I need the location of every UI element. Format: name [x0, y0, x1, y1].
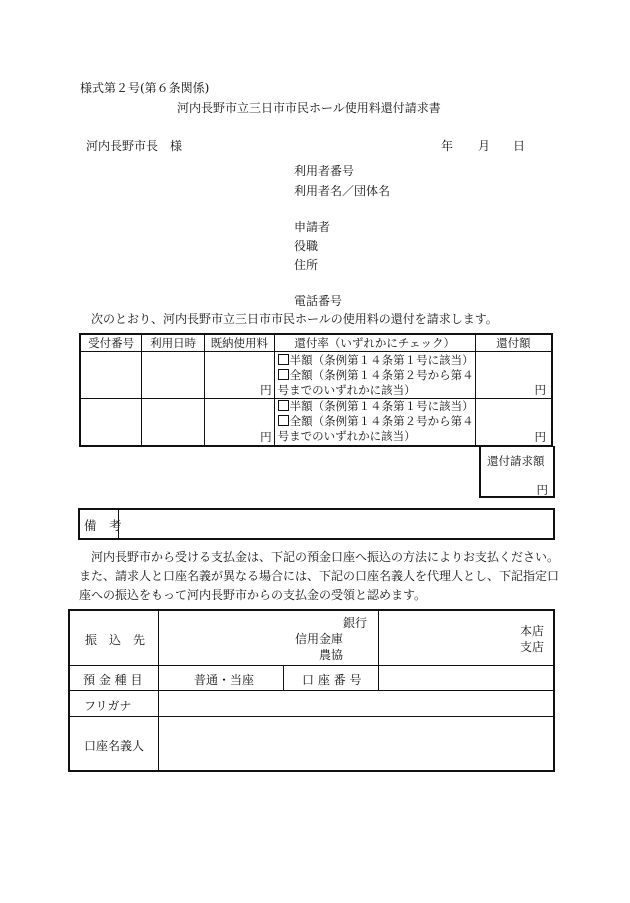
user-number-label: 利用者番号 — [294, 164, 355, 178]
yen-unit: 円 — [260, 429, 272, 444]
refund-amount-cell[interactable] — [475, 399, 552, 446]
remarks-label: 備 考 — [84, 518, 122, 533]
option-full-label: 全額（条例第１４条第２号から第４ — [289, 367, 474, 382]
payment-text-line-1: 河内長野市から受ける支払金は、下記の預金口座へ振込の方法によりお支払ください。 — [91, 550, 560, 564]
refund-rate-cell — [274, 399, 475, 446]
date-year: 年 — [441, 139, 454, 153]
position-label: 役職 — [294, 239, 319, 253]
usage-date-cell[interactable] — [142, 352, 205, 399]
checkbox-full[interactable] — [278, 415, 289, 426]
option-half-label: 半額（条例第１４条第１号に該当） — [289, 399, 474, 414]
account-number-label: 口 座 番 号 — [302, 673, 362, 687]
date-day: 日 — [513, 139, 526, 153]
branch-option: 支店 — [520, 640, 545, 654]
document-title: 河内長野市立三日市市民ホール使用料還付請求書 — [177, 101, 441, 115]
receipt-number-cell[interactable] — [80, 399, 142, 446]
header-usage-date: 利用日時 — [142, 334, 205, 352]
header-paid-fee: 既納使用料 — [204, 334, 274, 352]
paid-fee-cell[interactable] — [204, 352, 274, 399]
refund-amount-cell[interactable] — [475, 352, 552, 399]
form-number: 様式第２号(第６条関係) — [80, 81, 210, 95]
remarks-box — [78, 508, 555, 540]
furigana-input[interactable] — [159, 691, 553, 716]
yen-unit: 円 — [536, 483, 548, 497]
credit-union-option: 信用金庫 — [295, 632, 344, 646]
refund-rate-cell — [274, 352, 475, 399]
bank-option: 銀行 — [343, 616, 368, 630]
deposit-type-value[interactable]: 普通・当座 — [194, 673, 255, 687]
bank-table — [68, 609, 555, 772]
account-holder-input[interactable] — [159, 717, 553, 770]
address-label: 住所 — [294, 258, 319, 272]
table-row — [80, 399, 552, 446]
option-full-label-cont: 号までのいずれかに該当） — [277, 382, 416, 397]
remarks-input[interactable] — [119, 510, 553, 538]
payment-text-line-3: 座への振込をもって河内長野市からの支払金の受領と認めます。 — [79, 588, 427, 602]
transfer-to-label: 振 込 先 — [85, 633, 146, 647]
option-full-label: 全額（条例第１４条第２号から第４ — [289, 414, 474, 429]
applicant-label: 申請者 — [294, 220, 331, 234]
payment-text-line-2: また、請求人と口座名義が異なる場合には、下記の口座名義人を代理人とし、下記指定口 — [79, 569, 560, 583]
agri-coop-option: 農協 — [319, 648, 344, 662]
refund-table — [79, 333, 553, 447]
head-office-option: 本店 — [520, 624, 545, 638]
deposit-type-label: 預 金 種 目 — [83, 673, 143, 687]
remarks-label-cell — [80, 510, 122, 538]
bank-name-field[interactable] — [159, 611, 378, 665]
account-number-input[interactable] — [379, 666, 553, 690]
header-receipt-number: 受付番号 — [80, 334, 142, 352]
branch-name-field[interactable] — [379, 611, 553, 665]
receipt-number-cell[interactable] — [80, 352, 142, 399]
option-full-label-cont: 号までのいずれかに該当） — [277, 429, 416, 444]
addressee: 河内長野市長 様 — [86, 139, 183, 153]
furigana-label: フリガナ — [84, 699, 132, 713]
checkbox-half[interactable] — [278, 400, 289, 411]
paid-fee-cell[interactable] — [204, 399, 274, 446]
usage-date-cell[interactable] — [142, 399, 205, 446]
header-refund-rate: 還付率（いずれかにチェック） — [274, 334, 475, 352]
table-row — [80, 352, 552, 399]
account-holder-label: 口座名義人 — [84, 739, 145, 753]
user-name-label: 利用者名／団体名 — [294, 184, 391, 198]
phone-label: 電話番号 — [294, 294, 343, 308]
total-refund-label: 還付請求額 — [487, 454, 545, 468]
option-half-label: 半額（条例第１４条第１号に該当） — [289, 352, 474, 367]
checkbox-full[interactable] — [278, 369, 289, 380]
total-refund-box[interactable] — [479, 446, 555, 498]
intro-text: 次のとおり、河内長野市立三日市市民ホールの使用料の還付を請求します。 — [91, 312, 498, 326]
yen-unit: 円 — [534, 383, 546, 397]
header-refund-amount: 還付額 — [475, 334, 552, 352]
yen-unit: 円 — [534, 429, 546, 444]
yen-unit: 円 — [260, 383, 272, 397]
date-month: 月 — [478, 139, 491, 153]
checkbox-half[interactable] — [278, 354, 289, 365]
